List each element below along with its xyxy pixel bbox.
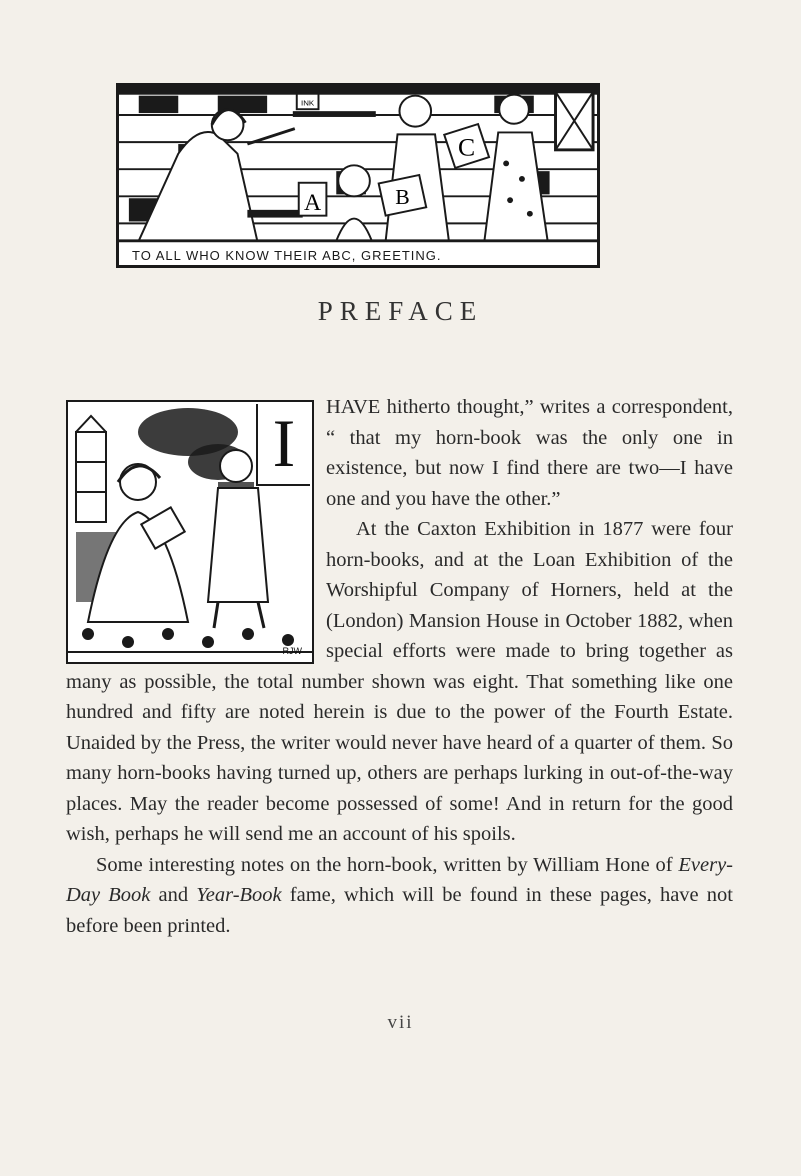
- artist-signature: RJW: [282, 646, 302, 656]
- card-letter-c: C: [458, 133, 476, 162]
- headpiece-illustration: [116, 83, 600, 268]
- drop-cap-letter: I: [256, 404, 310, 486]
- every-day-book-title: Every-Day Book: [66, 853, 733, 906]
- paragraph-3: [66, 850, 733, 942]
- paragraph-1: HAVE hitherto thought,” writes a correspondent, “ that my horn-book was the only one in existence, but now I find there are two—I have one and you have the other.”: [326, 396, 733, 510]
- page-number: vii: [387, 1012, 414, 1033]
- children-abc-illustration: [119, 86, 597, 265]
- year-book-title: Year-Book: [196, 884, 282, 906]
- paragraph-2: At the Caxton Exhibition in 1877 were four horn-books, and at the Loan Exhibition of the Worshipful Company of Horners, held at the (London) Mansion House in October 1882, when special efforts were made to bring together as many as possible, the total number shown was eight. That something like one hundred and fifty are noted herein is due to the power of the Fourth Estate. Unaided by the Press, the writer would never have heard of a quarter of them. So many horn-books having turned up, others are perhaps lurking in out-of-the-way places. May the reader become possessed of some! And in return for the good wish, perhaps he will send me an account of his spoils.: [66, 518, 733, 845]
- paragraph-3-middle: and: [150, 884, 197, 906]
- headpiece-banner: TO ALL WHO KNOW THEIR ABC, GREETING.: [129, 249, 445, 263]
- paragraph-3-after: fame, which will be found in these pages, have not before been printed.: [66, 884, 733, 937]
- paragraph-3-before: Some interesting notes on the horn-book, written by William Hone of: [96, 853, 679, 876]
- block-letter-a: A: [304, 190, 322, 216]
- page-title: PREFACE: [317, 296, 484, 326]
- initial-illustration: [66, 400, 314, 664]
- ink-label: INK: [301, 98, 315, 108]
- card-letter-b: B: [395, 185, 410, 209]
